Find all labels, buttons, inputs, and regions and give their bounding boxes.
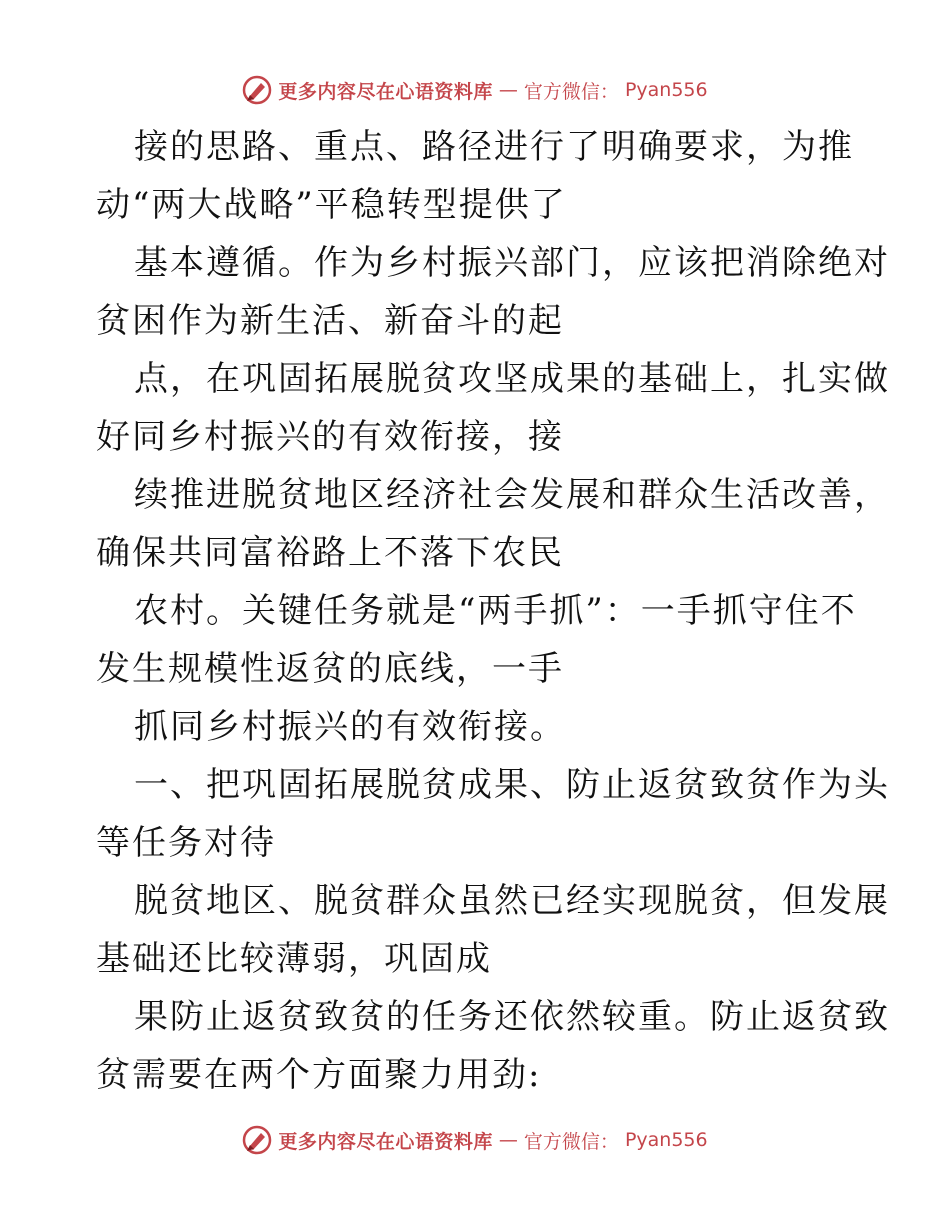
- body-line: 基础还比较薄弱，巩固成: [96, 939, 492, 979]
- header-wechat-id: Pyan556: [624, 79, 708, 101]
- page-footer: [0, 1120, 950, 1160]
- body-line: 基本遵循。作为乡村振兴部门，应该把消除绝对: [134, 243, 890, 283]
- body-line: 点，在巩固拓展脱贫攻坚成果的基础上，扎实做: [134, 359, 890, 399]
- pen-logo-icon: [242, 1125, 272, 1155]
- header-dash: —: [498, 79, 518, 101]
- body-line: 抓同乡村振兴的有效衔接。: [134, 707, 566, 747]
- footer-official-label: 官方微信：: [523, 1130, 619, 1153]
- body-line: 好同乡村振兴的有效衔接，接: [96, 417, 564, 457]
- footer-brand: [242, 1125, 707, 1155]
- header-brand: [242, 75, 707, 105]
- footer-dash: —: [498, 1129, 518, 1151]
- body-line: 确保共同富裕路上不落下农民: [96, 533, 564, 573]
- body-line: 脱贫地区、脱贫群众虽然已经实现脱贫，但发展: [134, 881, 890, 921]
- body-line: 贫需要在两个方面聚力用劲:: [96, 1055, 542, 1095]
- page-header: [0, 70, 950, 110]
- header-site-name: 更多内容尽在心语资料库: [278, 80, 493, 103]
- body-line: 贫困作为新生活、新奋斗的起: [96, 301, 564, 341]
- body-line: 农村。关键任务就是“两手抓”：一手抓守住不: [134, 591, 857, 631]
- body-line: 等任务对待: [96, 823, 276, 863]
- body-line: 接的思路、重点、路径进行了明确要求，为推: [134, 127, 854, 167]
- pen-logo-icon: [242, 75, 272, 105]
- body-line: 动“两大战略”平稳转型提供了: [96, 185, 567, 225]
- body-line: 发生规模性返贫的底线，一手: [96, 649, 564, 689]
- footer-site-name: 更多内容尽在心语资料库: [278, 1130, 493, 1153]
- header-official-label: 官方微信：: [523, 80, 619, 103]
- section-heading: 一、把巩固拓展脱贫成果、防止返贫致贫作为头: [134, 765, 890, 805]
- document-body: [96, 118, 890, 1104]
- body-line: 续推进脱贫地区经济社会发展和群众生活改善，: [134, 475, 890, 515]
- footer-wechat-id: Pyan556: [624, 1129, 708, 1151]
- body-line: 果防止返贫致贫的任务还依然较重。防止返贫致: [134, 997, 890, 1037]
